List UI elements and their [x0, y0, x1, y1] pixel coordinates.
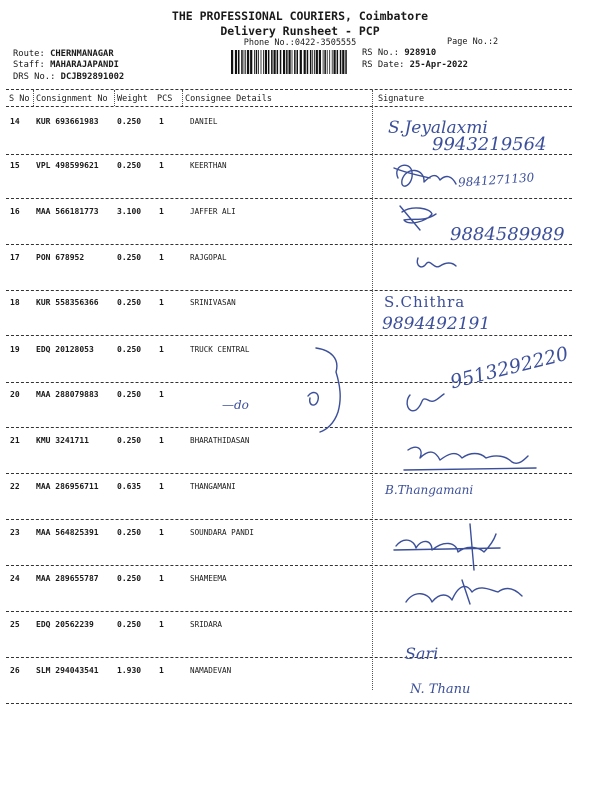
- row-weight: 0.250: [117, 436, 142, 445]
- signature-row14-name: S.Jeyalaxmi: [388, 118, 488, 138]
- signature-scribble-row15: [397, 165, 456, 186]
- runsheet-subtitle: Delivery Runsheet - PCP: [220, 24, 380, 38]
- row-weight: 1.930: [117, 666, 142, 675]
- col-divider: [33, 90, 34, 106]
- rs-date-value: 25-Apr-2022: [409, 60, 468, 70]
- row-weight: 0.250: [117, 253, 142, 262]
- row-weight: 0.250: [117, 390, 142, 399]
- row-pcs: 1: [159, 117, 164, 126]
- row-sno: 23: [10, 528, 20, 537]
- row-consignee: SOUNDARA PANDI: [190, 528, 255, 537]
- staff-value: MAHARAJAPANDI: [50, 60, 119, 70]
- row-consignment-no: KUR 558356366: [36, 298, 99, 307]
- row-consignee: JAFFER ALI: [190, 207, 236, 216]
- ditto-mark-row20: —do: [222, 398, 249, 412]
- rs-number-value: 928910: [404, 48, 437, 58]
- row-divider: [6, 703, 572, 704]
- route-value: CHERNMANAGAR: [50, 49, 114, 59]
- signature-row18-name: S.Chithra: [384, 293, 466, 311]
- col-header-signature: Signature: [378, 94, 425, 104]
- row-pcs: 1: [159, 482, 164, 491]
- row-consignment-no: MAA 564825391: [36, 528, 99, 537]
- row-divider: [6, 198, 572, 199]
- signature-row16-phone: 9884589989: [450, 224, 565, 245]
- row-consignee: SRINIVASAN: [190, 298, 236, 307]
- barcode: [231, 50, 349, 74]
- header-bottom-rule: [6, 106, 572, 107]
- rs-date-label: RS Date:: [362, 60, 410, 70]
- row-consignee: BHARATHIDASAN: [190, 436, 250, 445]
- row-consignment-no: MAA 288079883: [36, 390, 99, 399]
- signature-scribble-row17: [417, 258, 456, 267]
- col-divider: [114, 90, 115, 106]
- header-top-rule: [6, 89, 572, 90]
- row-sno: 22: [10, 482, 20, 491]
- row-pcs: 1: [159, 298, 164, 307]
- row-divider: [6, 427, 572, 428]
- staff-field: [13, 60, 119, 70]
- route-label: Route:: [13, 49, 51, 59]
- row-consignment-no: KUR 693661983: [36, 117, 99, 126]
- signature-row22-name: B.Thangamani: [385, 483, 474, 497]
- signature-scribble-row16: [402, 208, 436, 223]
- staff-label: Staff:: [13, 60, 51, 70]
- row-consignee: TRUCK CENTRAL: [190, 345, 250, 354]
- row-sno: 26: [10, 666, 20, 675]
- row-divider: [6, 657, 572, 658]
- row-weight: 0.250: [117, 574, 142, 583]
- row-consignment-no: MAA 566181773: [36, 207, 99, 216]
- signature-col-divider: [372, 90, 373, 690]
- row-weight: 0.250: [117, 298, 142, 307]
- col-header-consignment: Consignment No: [36, 94, 108, 104]
- signature-row26-name: N. Thanu: [410, 682, 471, 697]
- col-header-pcs: PCS: [157, 94, 173, 104]
- phone-number: Phone No.:0422-3505555: [243, 38, 357, 48]
- row-sno: 14: [10, 117, 20, 126]
- signature-scribble-row21: [408, 447, 528, 463]
- row-pcs: 1: [159, 345, 164, 354]
- row-consignment-no: VPL 498599621: [36, 161, 99, 170]
- row-weight: 0.250: [117, 528, 142, 537]
- signature-scribble-row24: [406, 586, 522, 602]
- drs-label: DRS No.:: [13, 72, 61, 82]
- col-header-weight: Weight: [117, 94, 148, 104]
- row-consignment-no: EDQ 20562239: [36, 620, 94, 629]
- drs-field: [13, 72, 124, 82]
- row-sno: 19: [10, 345, 20, 354]
- page-number: Page No.:2: [447, 37, 499, 47]
- rs-number-field: [362, 48, 436, 58]
- row-sno: 20: [10, 390, 20, 399]
- route-field: [13, 49, 114, 59]
- row-divider: [6, 335, 572, 336]
- row-sno: 18: [10, 298, 20, 307]
- row-sno: 24: [10, 574, 20, 583]
- row-divider: [6, 611, 572, 612]
- row-consignment-no: PON 678952: [36, 253, 85, 262]
- signature-scribble-row23: [396, 534, 496, 552]
- row-weight: 3.100: [117, 207, 142, 216]
- row-divider: [6, 519, 572, 520]
- row-consignee: SHAMEEMA: [190, 574, 227, 583]
- row-sno: 17: [10, 253, 20, 262]
- row-consignment-no: MAA 286956711: [36, 482, 99, 491]
- row-divider: [6, 473, 572, 474]
- row-sno: 25: [10, 620, 20, 629]
- row-divider: [6, 290, 572, 291]
- row-consignment-no: EDQ 20128053: [36, 345, 94, 354]
- signature-row25-name: Sari: [405, 644, 439, 663]
- row-sno: 21: [10, 436, 20, 445]
- row-pcs: 1: [159, 207, 164, 216]
- col-header-consignee: Consignee Details: [185, 94, 272, 104]
- row-pcs: 1: [159, 528, 164, 537]
- col-header-sno: S No: [9, 94, 30, 104]
- drs-value: DCJB92891002: [60, 72, 125, 82]
- row-consignee: THANGAMANI: [190, 482, 236, 491]
- row-pcs: 1: [159, 390, 164, 399]
- row-pcs: 1: [159, 253, 164, 262]
- rs-number-label: RS No.:: [362, 48, 405, 58]
- signature-bracket-row19: [316, 348, 340, 432]
- row-consignee: RAJGOPAL: [190, 253, 227, 262]
- row-weight: 0.250: [117, 620, 142, 629]
- row-pcs: 1: [159, 620, 164, 629]
- col-divider: [182, 90, 183, 106]
- row-weight: 0.635: [117, 482, 142, 491]
- row-consignee: KEERTHAN: [190, 161, 227, 170]
- row-pcs: 1: [159, 436, 164, 445]
- row-weight: 0.250: [117, 117, 142, 126]
- row-pcs: 1: [159, 574, 164, 583]
- row-consignment-no: SLM 294043541: [36, 666, 99, 675]
- row-consignee: NAMADEVAN: [190, 666, 232, 675]
- company-title: THE PROFESSIONAL COURIERS, Coimbatore: [171, 9, 429, 23]
- signature-row15-phone: 9841271130: [457, 170, 535, 190]
- signature-row14-phone: 9943219564: [432, 134, 547, 155]
- signature-row18-phone: 9894492191: [382, 314, 491, 334]
- row-consignment-no: KMU 3241711: [36, 436, 89, 445]
- row-pcs: 1: [159, 666, 164, 675]
- row-consignment-no: MAA 289655787: [36, 574, 99, 583]
- row-sno: 16: [10, 207, 20, 216]
- row-weight: 0.250: [117, 345, 142, 354]
- rs-date-field: [362, 60, 468, 70]
- row-consignee: SRIDARA: [190, 620, 223, 629]
- row-divider: [6, 565, 572, 566]
- signature-scribble-row20: [407, 394, 444, 411]
- row-sno: 15: [10, 161, 20, 170]
- signature-row20-phone: 9513292220: [448, 342, 571, 394]
- row-pcs: 1: [159, 161, 164, 170]
- row-weight: 0.250: [117, 161, 142, 170]
- row-consignee: DANIEL: [190, 117, 218, 126]
